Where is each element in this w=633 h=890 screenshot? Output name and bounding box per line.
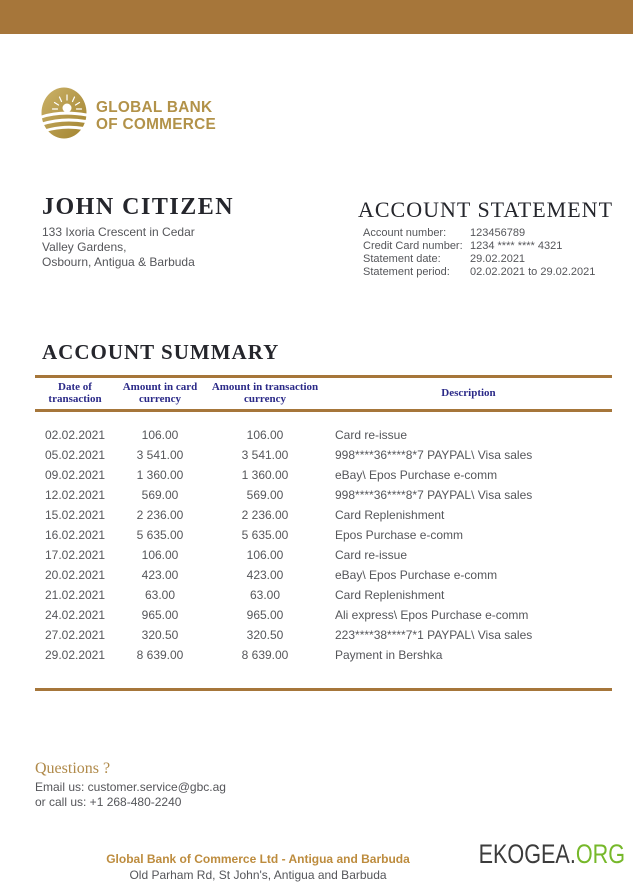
transaction-row [35, 605, 612, 625]
address-line-3: Osbourn, Antigua & Barbuda [42, 255, 195, 269]
top-gold-bar [0, 0, 633, 34]
bank-logo [41, 87, 221, 144]
transactions-body [35, 425, 612, 665]
transaction-date: 12.02.2021 [44, 488, 106, 502]
field-statement-date [363, 253, 612, 266]
footer-address-line: Old Parham Rd, St John's, Antigua and Barbuda [129, 868, 387, 882]
transaction-date: 21.02.2021 [44, 588, 106, 602]
transaction-description: Card re-issue [335, 548, 408, 562]
amount-transaction-currency: 1 360.00 [241, 468, 289, 482]
transaction-date: 09.02.2021 [44, 468, 106, 482]
transaction-date: 05.02.2021 [44, 448, 106, 462]
watermark-dark-text: EKOGEA. [478, 839, 576, 869]
amount-card-currency: 106.00 [141, 548, 179, 562]
transaction-description: Card Replenishment [335, 508, 445, 522]
transaction-row [35, 585, 612, 605]
table-rule-header-bottom [35, 409, 612, 412]
transaction-date: 29.02.2021 [44, 648, 106, 662]
transactions-table [35, 375, 612, 665]
transaction-date: 27.02.2021 [44, 628, 106, 642]
transaction-row [35, 505, 612, 525]
contact-email-line: Email us: customer.service@gbc.ag [35, 780, 226, 794]
transaction-description: 998****36****8*7 PAYPAL\ Visa sales [335, 488, 533, 502]
transaction-description: 998****36****8*7 PAYPAL\ Visa sales [335, 448, 533, 462]
transaction-row [35, 425, 612, 445]
contact-block [35, 760, 226, 810]
column-header-date: Date of transaction [48, 381, 102, 405]
field-value: 123456789 [470, 227, 526, 239]
logo-line-1: GLOBAL BANK [96, 98, 213, 116]
amount-transaction-currency: 106.00 [246, 428, 284, 442]
contact-phone-line: or call us: +1 268-480-2240 [35, 795, 182, 809]
field-statement-period [363, 266, 612, 279]
transaction-row [35, 545, 612, 565]
field-value: 29.02.2021 [470, 253, 526, 265]
footer-company-line: Global Bank of Commerce Ltd - Antigua and Barbuda [106, 852, 410, 866]
transaction-date: 17.02.2021 [44, 548, 106, 562]
amount-card-currency: 8 639.00 [136, 648, 184, 662]
transaction-row [35, 485, 612, 505]
amount-transaction-currency: 965.00 [246, 608, 284, 622]
table-header-row [35, 378, 612, 409]
transaction-row [35, 645, 612, 665]
amount-card-currency: 423.00 [141, 568, 179, 582]
field-label: Account number: [363, 227, 447, 239]
amount-card-currency: 5 635.00 [136, 528, 184, 542]
logo-line-2: OF COMMERCE [96, 115, 217, 133]
table-rule-bottom [35, 688, 612, 691]
ekogea-watermark [479, 839, 625, 870]
customer-address [42, 225, 234, 270]
account-summary-title: ACCOUNT SUMMARY [42, 340, 280, 364]
transaction-description: Epos Purchase e-comm [335, 528, 464, 542]
field-value: 1234 **** **** 4321 [470, 240, 563, 252]
statement-fields [358, 227, 612, 279]
amount-transaction-currency: 5 635.00 [241, 528, 289, 542]
watermark-green-text: ORG [575, 839, 625, 869]
amount-card-currency: 1 360.00 [136, 468, 184, 482]
statement-block [358, 197, 612, 279]
field-label: Statement period: [363, 266, 450, 278]
transaction-description: eBay\ Epos Purchase e-comm [335, 568, 498, 582]
transaction-description: Ali express\ Epos Purchase e-comm [335, 608, 529, 622]
transaction-row [35, 525, 612, 545]
address-line-2: Valley Gardens, [42, 240, 127, 254]
transaction-row [35, 625, 612, 645]
footer-block [0, 851, 516, 883]
amount-card-currency: 106.00 [141, 428, 179, 442]
amount-transaction-currency: 63.00 [249, 588, 281, 602]
field-value: 02.02.2021 to 29.02.2021 [470, 266, 596, 278]
amount-card-currency: 3 541.00 [136, 448, 184, 462]
transaction-row [35, 565, 612, 585]
amount-transaction-currency: 3 541.00 [241, 448, 289, 462]
amount-transaction-currency: 423.00 [246, 568, 284, 582]
amount-card-currency: 2 236.00 [136, 508, 184, 522]
amount-card-currency: 320.50 [141, 628, 179, 642]
bank-logo-text [96, 99, 216, 133]
transaction-date: 15.02.2021 [44, 508, 106, 522]
transaction-date: 02.02.2021 [44, 428, 106, 442]
address-line-1: 133 Ixoria Crescent in Cedar [42, 225, 195, 239]
amount-transaction-currency: 2 236.00 [241, 508, 289, 522]
amount-transaction-currency: 320.50 [246, 628, 284, 642]
sunrise-globe-icon [41, 87, 87, 144]
statement-title: ACCOUNT STATEMENT [358, 197, 614, 222]
amount-transaction-currency: 8 639.00 [241, 648, 289, 662]
questions-heading: Questions ? [35, 760, 111, 777]
transaction-date: 24.02.2021 [44, 608, 106, 622]
field-label: Statement date: [363, 253, 441, 265]
transaction-description: Card re-issue [335, 428, 408, 442]
transaction-date: 16.02.2021 [44, 528, 106, 542]
field-label: Credit Card number: [363, 240, 463, 252]
field-account-number [363, 227, 612, 240]
amount-transaction-currency: 106.00 [246, 548, 284, 562]
transaction-date: 20.02.2021 [44, 568, 106, 582]
field-credit-card-number [363, 240, 612, 253]
transaction-row [35, 465, 612, 485]
transaction-description: Card Replenishment [335, 588, 445, 602]
amount-transaction-currency: 569.00 [246, 488, 284, 502]
amount-card-currency: 63.00 [144, 588, 176, 602]
customer-block [42, 194, 234, 270]
transaction-description: eBay\ Epos Purchase e-comm [335, 468, 498, 482]
customer-name: JOHN CITIZEN [42, 194, 235, 220]
transaction-description: 223****38****7*1 PAYPAL\ Visa sales [335, 628, 533, 642]
column-header-amount-card: Amount in card currency [122, 381, 198, 405]
transaction-row [35, 445, 612, 465]
column-header-description: Description [441, 387, 496, 399]
amount-card-currency: 569.00 [141, 488, 179, 502]
amount-card-currency: 965.00 [141, 608, 179, 622]
transaction-description: Payment in Bershka [335, 648, 443, 662]
column-header-amount-transaction: Amount in transaction currency [211, 381, 319, 405]
